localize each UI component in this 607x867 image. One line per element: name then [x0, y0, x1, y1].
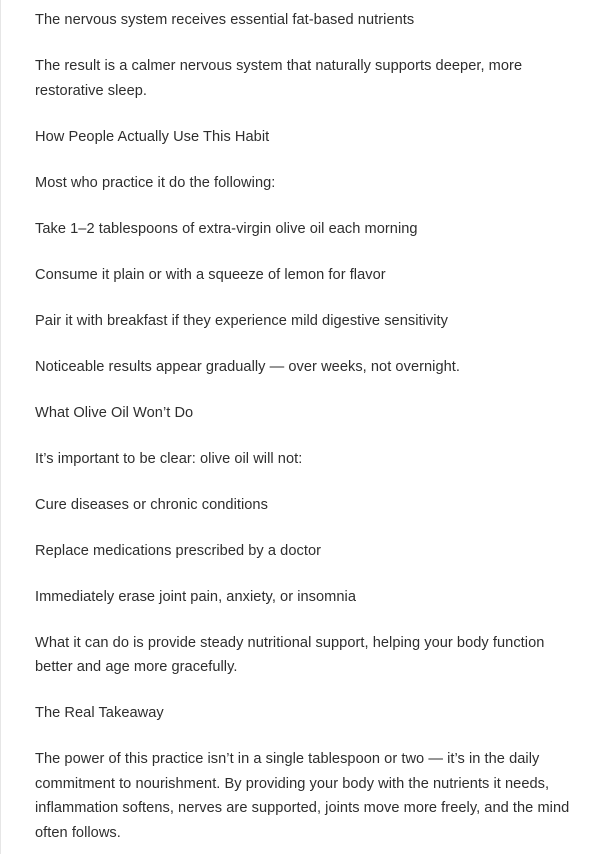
paragraph-power-of-practice: The power of this practice isn’t in a single tablespoon or two — it’s in the daily commitment to nourishment. By providing your body with the nutrients it needs, inflammation softens, nerves are supported, joints move more freely, and the mind often follows. [35, 751, 570, 841]
list-item-cure-diseases: Cure diseases or chronic conditions [35, 496, 268, 513]
list-item-take-tablespoons: Take 1–2 tablespoons of extra-virgin olive oil each morning [35, 220, 418, 237]
page-left-border [0, 0, 1, 854]
paragraph-results-gradual: Noticeable results appear gradually — over weeks, not overnight. [35, 358, 461, 375]
list-item-replace-medications: Replace medications prescribed by a doctor [35, 542, 322, 559]
paragraph-important-to-be-clear: It’s important to be clear: olive oil will not: [35, 450, 303, 467]
article-body [35, 8, 580, 867]
heading-what-olive-oil-wont-do: What Olive Oil Won’t Do [35, 404, 194, 421]
heading-how-people-use-habit: How People Actually Use This Habit [35, 128, 270, 145]
list-item-consume-plain: Consume it plain or with a squeeze of lemon for flavor [35, 266, 386, 283]
heading-real-takeaway: The Real Takeaway [35, 705, 164, 721]
paragraph-most-who-practice: Most who practice it do the following: [35, 174, 276, 191]
paragraph-what-it-can-do: What it can do is provide steady nutritional support, helping your body function better and age more gracefully. [35, 634, 545, 675]
paragraph-calmer-nervous-system: The result is a calmer nervous system that naturally supports deeper, more restorative sleep. [35, 58, 523, 99]
list-item-erase-joint-pain: Immediately erase joint pain, anxiety, or insomnia [35, 588, 357, 605]
list-item-pair-with-breakfast: Pair it with breakfast if they experience mild digestive sensitivity [35, 312, 449, 329]
paragraph-nervous-system-nutrients: The nervous system receives essential fat-based nutrients [35, 12, 415, 28]
